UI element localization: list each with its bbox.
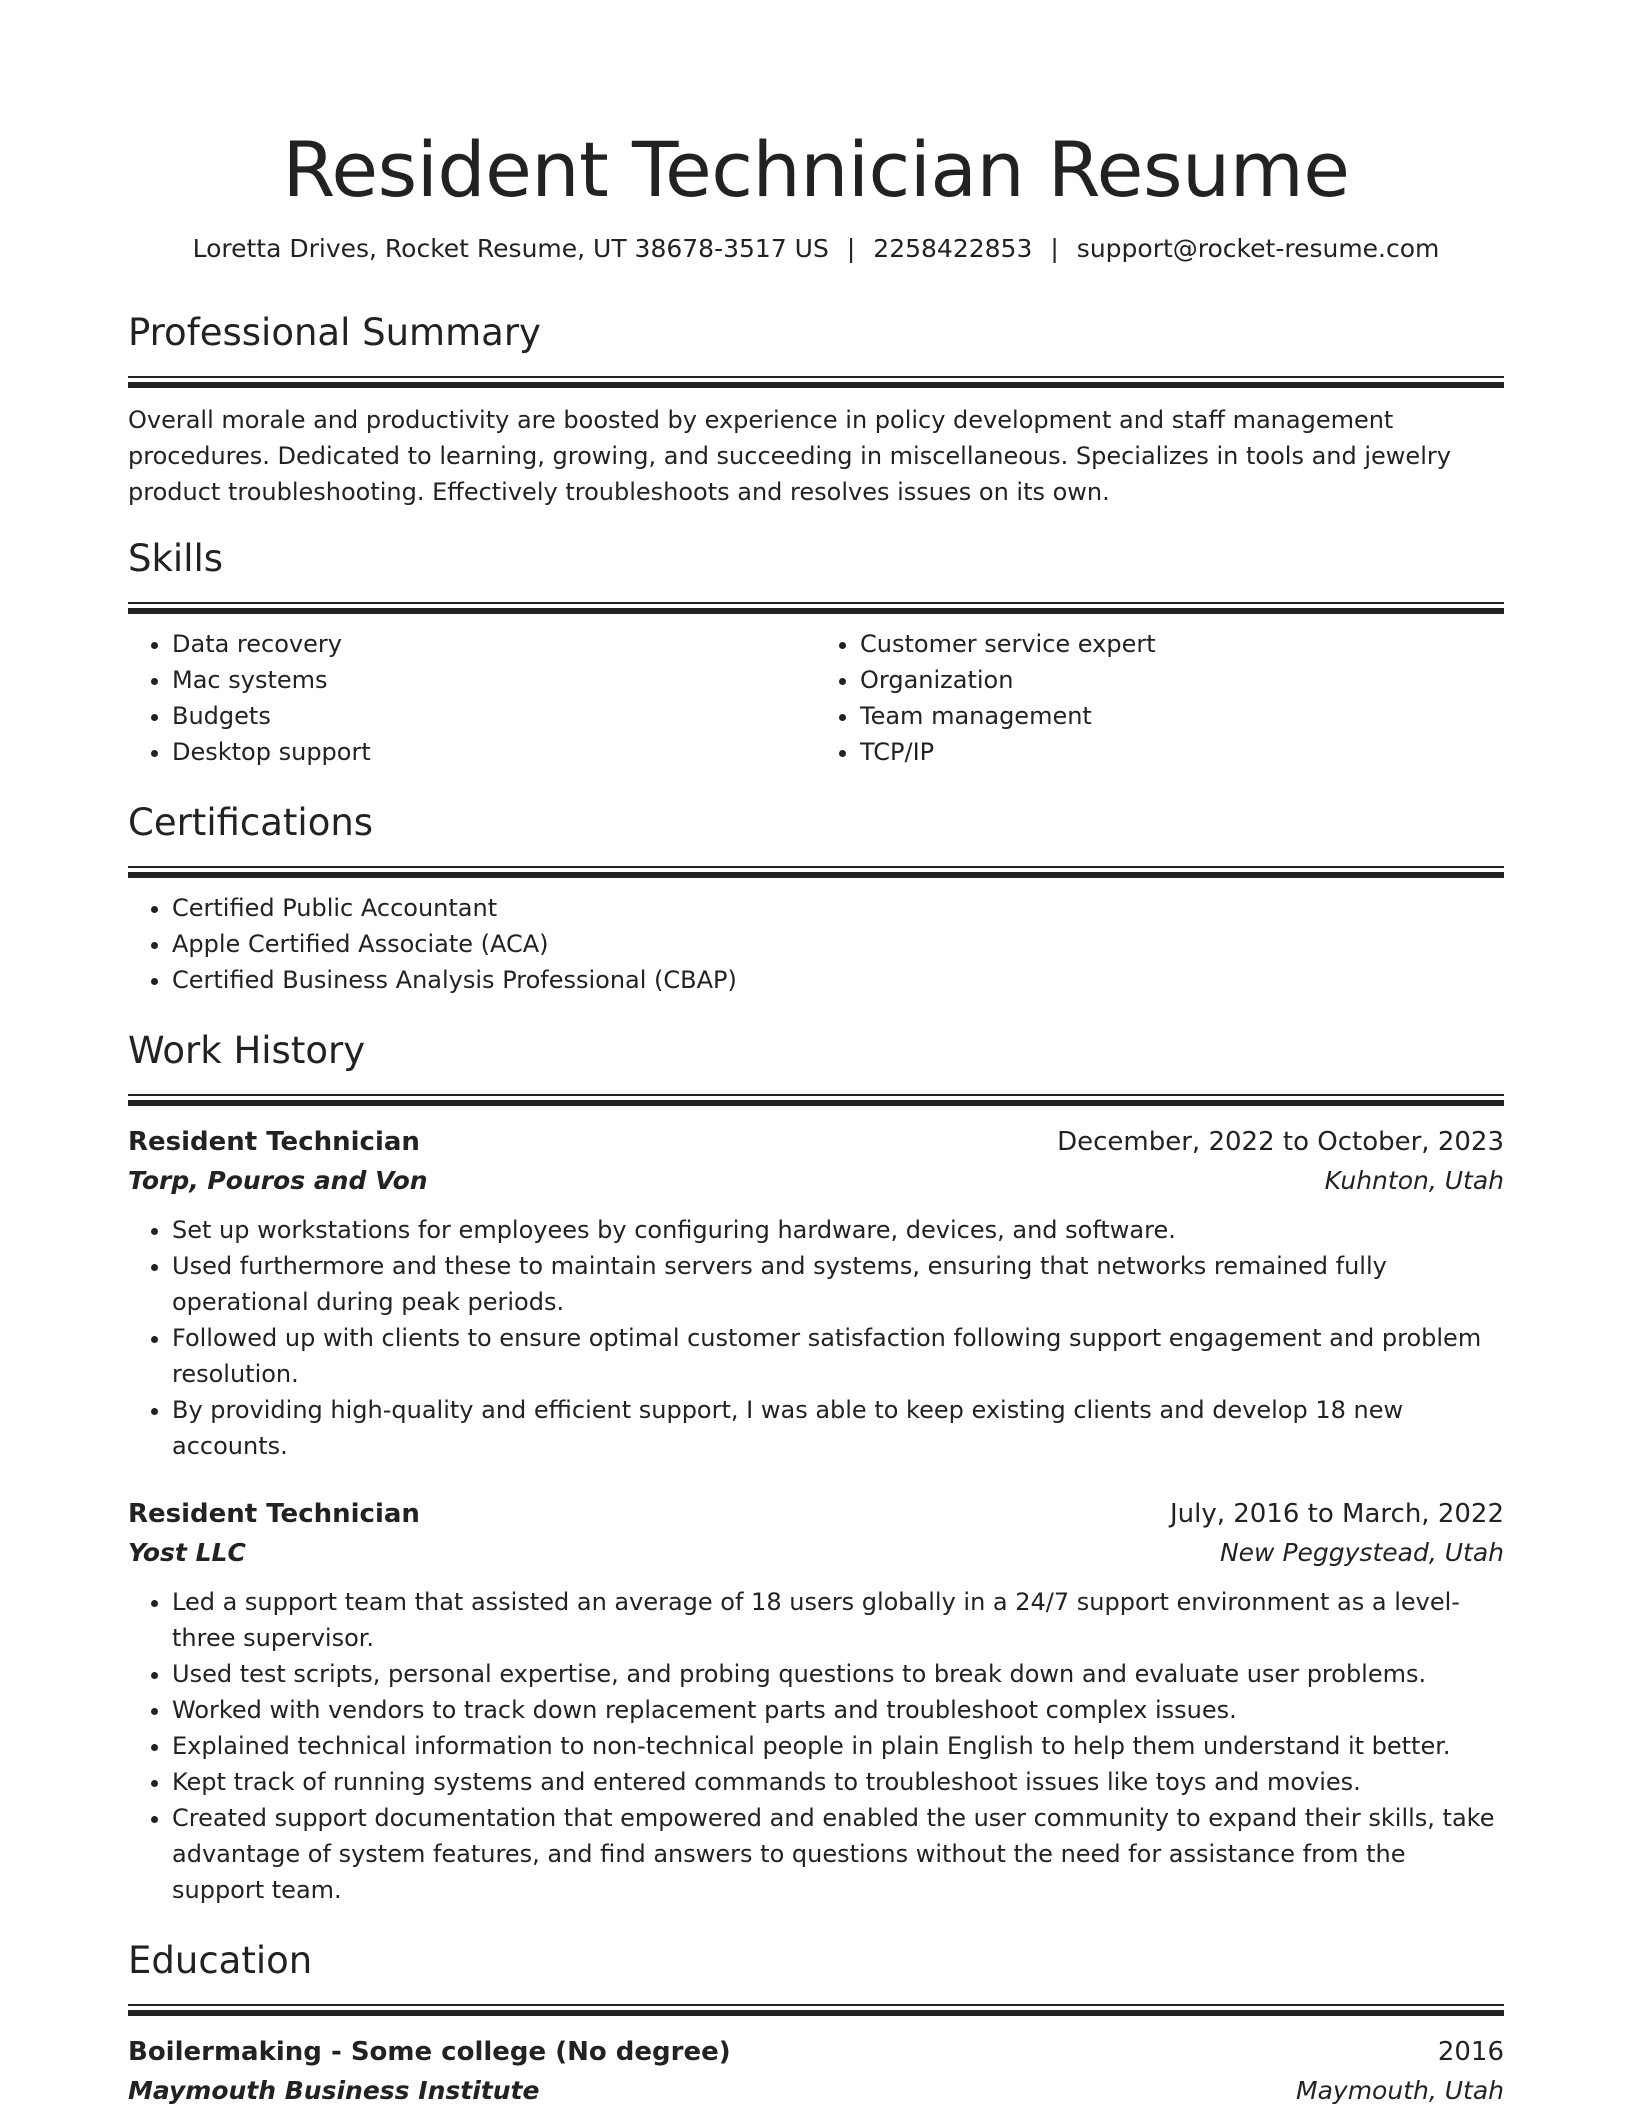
job-bullet: • Used furthermore and these to maintain servers and systems, ensuring that networks remained fully operational during peak periods. <box>172 1248 1504 1320</box>
job-bullets <box>128 1584 1504 1908</box>
job-bullet: • Led a support team that assisted an average of 18 users globally in a 24/7 support environment as a level-three supervisor. <box>172 1584 1504 1656</box>
education-year: 2016 <box>1437 2037 1504 2067</box>
contact-line <box>128 232 1504 266</box>
section-rule <box>128 602 1504 614</box>
certifications-list <box>128 890 1504 998</box>
job-title: Resident Technician <box>128 1499 420 1529</box>
job-bullet: • Worked with vendors to track down replacement parts and troubleshoot complex issues. <box>172 1692 1504 1728</box>
skills-grid <box>128 626 1504 770</box>
job-bullet: • Created support documentation that empowered and enabled the user community to expand their skills, take advantage of system features, and find answers to questions without the need for assistance from the support team. <box>172 1800 1504 1908</box>
skill-item: • Team management <box>860 698 1504 734</box>
job-bullet: • Used test scripts, personal expertise, and probing questions to break down and evaluate user problems. <box>172 1656 1504 1692</box>
certifications-section <box>128 800 1504 998</box>
job-header-row <box>128 1494 1504 1534</box>
skill-item: • Organization <box>860 662 1504 698</box>
skill-item: • TCP/IP <box>860 734 1504 770</box>
job-bullet: • By providing high-quality and efficient support, I was able to keep existing clients and develop 18 new accounts. <box>172 1392 1504 1464</box>
skill-item: • Data recovery <box>172 626 816 662</box>
job-entry <box>128 1494 1504 1908</box>
summary-heading: Professional Summary <box>128 311 541 354</box>
job-company-row <box>128 1162 1504 1200</box>
job-location: New Peggystead, Utah <box>1219 1538 1504 1567</box>
section-rule <box>128 1094 1504 1106</box>
certification-item: • Certified Public Accountant <box>172 890 1504 926</box>
work-history-heading: Work History <box>128 1029 366 1072</box>
skills-heading: Skills <box>128 537 224 580</box>
education-school: Maymouth Business Institute <box>128 2076 540 2105</box>
skills-section <box>128 536 1504 770</box>
summary-text: Overall morale and productivity are boosted by experience in policy development and staff management procedures. Dedicated to learning, growing, and succeeding in miscellaneous. Specializes in tools and jewelry product troubleshooting. Effectively troubleshoots and resolves issues on its own. <box>128 406 1451 506</box>
section-rule <box>128 376 1504 388</box>
summary-section <box>128 310 1504 510</box>
certification-item: • Apple Certified Associate (ACA) <box>172 926 1504 962</box>
job-company: Yost LLC <box>128 1538 246 1567</box>
education-degree: Boilermaking - Some college (No degree) <box>128 2037 731 2067</box>
education-location: Maymouth, Utah <box>1296 2076 1504 2105</box>
education-section <box>128 1938 1504 2110</box>
section-rule <box>128 2004 1504 2016</box>
job-bullet: • Explained technical information to non-technical people in plain English to help them understand it better. <box>172 1728 1504 1764</box>
job-title: Resident Technician <box>128 1127 420 1157</box>
job-bullet: • Followed up with clients to ensure optimal customer satisfaction following support engagement and problem resolution. <box>172 1320 1504 1392</box>
skill-item: • Mac systems <box>172 662 816 698</box>
job-header-row <box>128 1122 1504 1162</box>
skill-item: • Budgets <box>172 698 816 734</box>
resume-title: Resident Technician Resume <box>282 125 1350 214</box>
job-location: Kuhnton, Utah <box>1324 1166 1504 1195</box>
job-dates: December, 2022 to October, 2023 <box>1057 1127 1504 1157</box>
job-bullet: • Kept track of running systems and entered commands to troubleshoot issues like toys and movies. <box>172 1764 1504 1800</box>
job-bullet: • Set up workstations for employees by configuring hardware, devices, and software. <box>172 1212 1504 1248</box>
certifications-heading: Certifications <box>128 801 374 844</box>
certification-item: • Certified Business Analysis Professional (CBAP) <box>172 962 1504 998</box>
contact-separator: | <box>1050 234 1059 263</box>
job-company: Torp, Pouros and Von <box>128 1166 428 1195</box>
education-heading: Education <box>128 1939 313 1982</box>
education-entry <box>128 2032 1504 2110</box>
skills-list-left <box>128 626 816 770</box>
job-bullets <box>128 1212 1504 1464</box>
skill-item: • Desktop support <box>172 734 816 770</box>
contact-email: support@rocket-resume.com <box>1076 234 1440 263</box>
work-history-section <box>128 1028 1504 1908</box>
job-dates: July, 2016 to March, 2022 <box>1169 1499 1504 1529</box>
contact-phone: 2258422853 <box>873 234 1033 263</box>
education-header-row <box>128 2032 1504 2072</box>
job-company-row <box>128 1534 1504 1572</box>
job-entry <box>128 1122 1504 1464</box>
contact-address: Loretta Drives, Rocket Resume, UT 38678-3517 US <box>192 234 829 263</box>
contact-separator: | <box>846 234 856 263</box>
education-school-row <box>128 2072 1504 2110</box>
section-rule <box>128 866 1504 878</box>
skills-list-right <box>816 626 1504 770</box>
skill-item: • Customer service expert <box>860 626 1504 662</box>
